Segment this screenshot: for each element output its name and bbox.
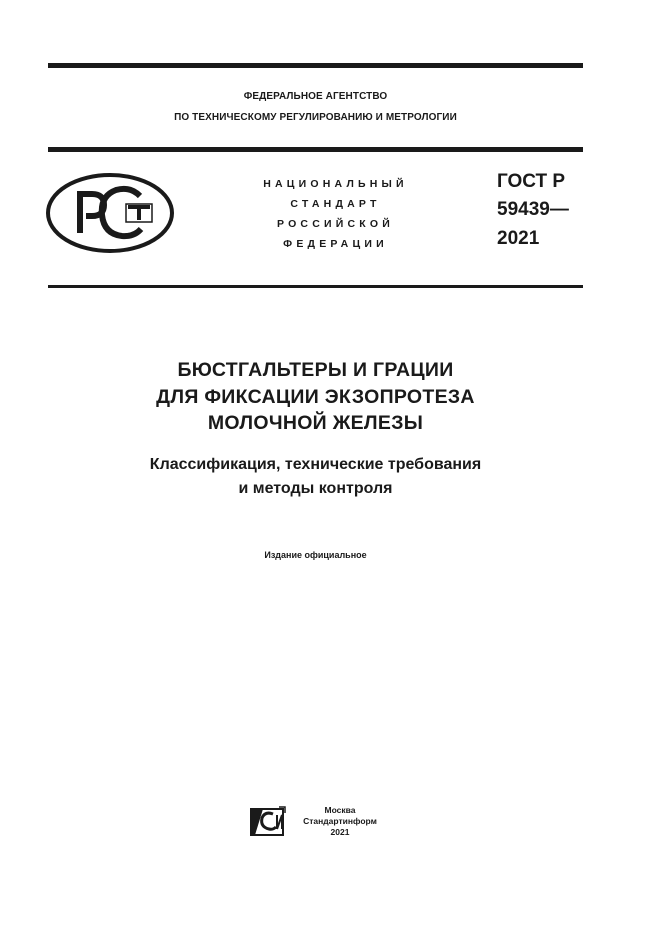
gost-designation-line-3: 2021 [497,228,540,249]
subtitle-line-2: и методы контроля [238,480,393,497]
standartinform-logo-icon [249,805,287,837]
publisher-name: Стандартинформ [303,816,377,826]
title-line-1: БЮСТГАЛЬТЕРЫ И ГРАЦИИ [177,359,454,381]
publisher-year: 2021 [330,827,350,837]
top-rule [48,63,583,68]
rst-mark-icon [46,172,176,254]
standard-type-line-2: СТАНДАРТ [290,198,381,210]
agency-line-2: ПО ТЕХНИЧЕСКОМУ РЕГУЛИРОВАНИЮ И МЕТРОЛОГИИ [174,112,457,123]
gost-designation-line-2: 59439— [497,199,569,220]
standard-type-line-3: РОССИЙСКОЙ [277,218,394,230]
publisher-city: Москва [324,805,356,815]
agency-bottom-rule [48,147,583,152]
title-line-2: ДЛЯ ФИКСАЦИИ ЭКЗОПРОТЕЗА [156,386,475,408]
standard-type-line-4: ФЕДЕРАЦИИ [283,238,388,250]
header-bottom-rule [48,285,583,288]
edition-label: Издание официальное [264,550,367,560]
agency-line-1: ФЕДЕРАЛЬНОЕ АГЕНТСТВО [243,91,388,102]
standard-type-line-1: НАЦИОНАЛЬНЫЙ [263,178,408,190]
subtitle-line-1: Классификация, технические требования [149,456,482,473]
gost-designation-line-1: ГОСТ Р [497,171,566,192]
title-line-3: МОЛОЧНОЙ ЖЕЛЕЗЫ [207,412,424,434]
